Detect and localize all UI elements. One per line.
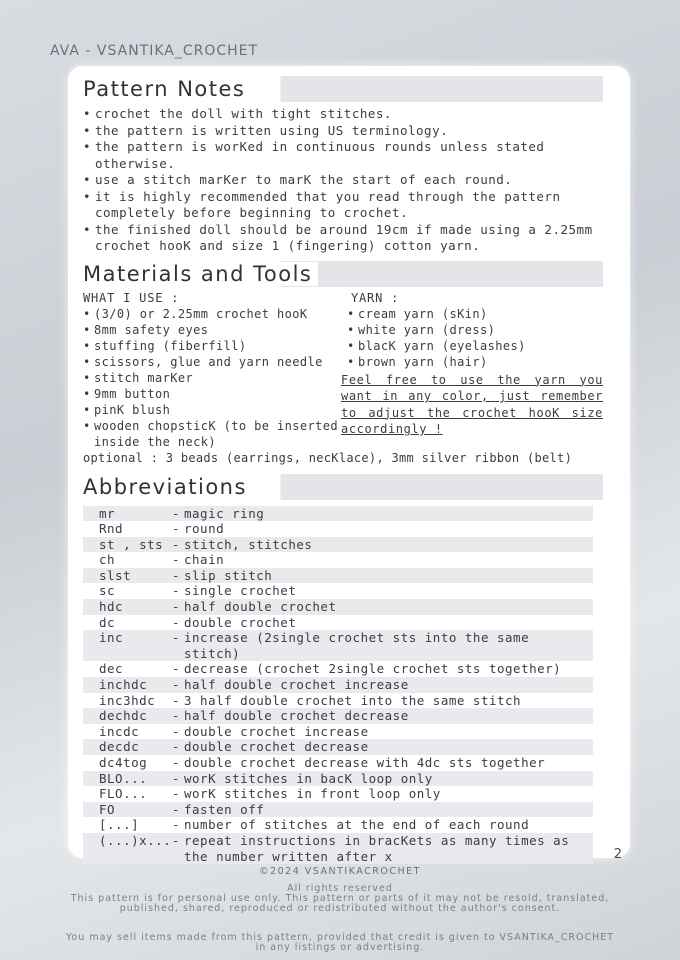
abbr-key: dec [99, 661, 124, 677]
table-row [83, 771, 593, 787]
table-row [83, 786, 593, 802]
yarn-item: • cream yarn (sKin) [347, 306, 603, 322]
table-row [83, 833, 593, 864]
abbr-def: - half double crochet increase [178, 677, 593, 693]
abbr-def: - double crochet increase [178, 724, 593, 740]
abbr-def: - half double crochet [178, 599, 593, 615]
table-row [83, 630, 593, 661]
table-row [83, 677, 593, 693]
materials-title: Materials and Tools [83, 261, 603, 287]
yarn-note: Feel free to use the yarn you want in any color, just remember to adjust the crochet hooK size accordingly ! [341, 372, 603, 436]
tools-column [83, 291, 341, 450]
table-row [83, 693, 593, 709]
abbreviations-table [83, 506, 593, 865]
abbr-key: st , sts [99, 536, 164, 552]
table-row [83, 568, 593, 584]
table-row [83, 583, 593, 599]
abbr-def: - number of stitches at the end of each round [178, 817, 593, 833]
table-row [83, 537, 593, 553]
note-item: • the finished doll should be around 19cm if made using a 2.25mm crochet hooK and size 1 (fingering) cotton yarn. [83, 222, 603, 255]
tool-item: • (3/0) or 2.25mm crochet hooK [83, 306, 341, 322]
materials-section [83, 291, 603, 450]
copyright: ©2024 VSANTIKACROCHET [259, 866, 421, 877]
abbr-key: dechdc [99, 708, 148, 724]
note-item: • use a stitch marKer to marK the start of each round. [83, 172, 603, 189]
abbr-key: sc [99, 583, 116, 599]
table-row [83, 739, 593, 755]
abbr-key: (...)x... [99, 832, 172, 848]
table-row [83, 552, 593, 568]
yarn-column [341, 291, 603, 450]
abbr-key: [...] [99, 817, 140, 833]
abbr-key: dc4tog [99, 755, 148, 770]
abbr-def: - double crochet decrease with 4dc sts together [178, 755, 593, 771]
tool-item: • pinK blush [83, 402, 341, 418]
tool-item: • stitch marKer [83, 370, 341, 386]
tool-item: • stuffing (fiberfill) [83, 338, 341, 354]
abbr-def: - double crochet [178, 615, 593, 631]
abbr-def: - double crochet decrease [178, 739, 593, 755]
abbr-key: Rnd [99, 521, 124, 537]
abbr-def: - chain [178, 552, 593, 568]
legal-notice [60, 884, 620, 914]
abbr-def: - half double crochet decrease [178, 708, 593, 724]
table-row [83, 615, 593, 631]
table-row [83, 755, 593, 771]
abbr-key: dc [99, 614, 116, 630]
abbr-def: - increase (2single crochet sts into the same stitch) [178, 630, 593, 661]
page-number: 2 [613, 847, 622, 862]
abbr-key: decdc [99, 739, 140, 755]
abbr-key: inchdc [99, 677, 148, 693]
table-row [83, 817, 593, 833]
tool-item: • scissors, glue and yarn needle [83, 354, 341, 370]
note-item: • it is highly recommended that you read through the pattern completely before beginning to crochet. [83, 189, 603, 222]
note-item: • crochet the doll with tight stitches. [83, 106, 603, 123]
table-row [83, 708, 593, 724]
abbr-def: - single crochet [178, 583, 593, 599]
sell-notice: You may sell items made from this pattern, provided that credit is given to VSANTIKA_CROCHET in any listings or advertising. [65, 932, 615, 953]
abbr-key: mr [99, 505, 116, 521]
abbr-key: hdc [99, 599, 124, 615]
table-row [83, 724, 593, 740]
table-row [83, 521, 593, 537]
abbr-key: slst [99, 567, 132, 583]
abbr-key: BLO... [99, 770, 148, 786]
abbr-key: FO [99, 801, 116, 817]
abbr-key: inc [99, 630, 124, 646]
abbr-def: - decrease (crochet 2single crochet sts together) [178, 661, 593, 677]
tool-item: • 9mm button [83, 386, 341, 402]
abbr-key: ch [99, 552, 116, 568]
table-row [83, 599, 593, 615]
yarn-heading: YARN : [351, 290, 400, 305]
abbr-key: inc3hdc [99, 692, 156, 708]
yarn-item: • brown yarn (hair) [347, 354, 603, 370]
abbr-def: - 3 half double crochet into the same stitch [178, 693, 593, 709]
abbreviations-title: Abbreviations [83, 474, 603, 500]
abbr-def: - magic ring [178, 506, 593, 522]
tool-item: • 8mm safety eyes [83, 322, 341, 338]
abbr-def: - round [178, 521, 593, 537]
yarn-item: • blacK yarn (eyelashes) [347, 338, 603, 354]
yarn-item: • white yarn (dress) [347, 322, 603, 338]
table-row [83, 661, 593, 677]
rights-line: All rights reserved [287, 883, 393, 894]
legal-text: This pattern is for personal use only. This pattern or parts of it may not be resold, translated, published, shared, reproduced or redistributed without the author's consent. [70, 893, 610, 914]
pattern-notes-list [83, 106, 603, 255]
abbr-key: FLO... [99, 786, 148, 802]
table-row [83, 802, 593, 818]
abbr-def: - slip stitch [178, 568, 593, 584]
note-item: • the pattern is worKed in continuous rounds unless stated otherwise. [83, 139, 603, 172]
tool-item: • wooden chopsticK (to be inserted inside the neck) [83, 418, 341, 450]
abbr-def: - stitch, stitches [178, 537, 593, 553]
pattern-notes-title: Pattern Notes [83, 76, 603, 102]
tools-heading: WHAT I USE : [83, 290, 180, 305]
table-row [83, 506, 593, 522]
optional-materials: optional : 3 beads (earrings, necKlace), 3mm silver ribbon (belt) [83, 450, 573, 465]
abbr-def: - worK stitches in front loop only [178, 786, 593, 802]
pattern-page [68, 66, 630, 864]
note-item: • the pattern is written using US terminology. [83, 123, 603, 140]
abbr-key: incdc [99, 723, 140, 739]
abbr-def: - worK stitches in bacK loop only [178, 771, 593, 787]
brand-header: AVA - VSANTIKA_CROCHET [50, 43, 259, 59]
abbr-def: - fasten off [178, 802, 593, 818]
abbr-def: - repeat instructions in bracKets as many times as the number written after x [178, 833, 593, 864]
